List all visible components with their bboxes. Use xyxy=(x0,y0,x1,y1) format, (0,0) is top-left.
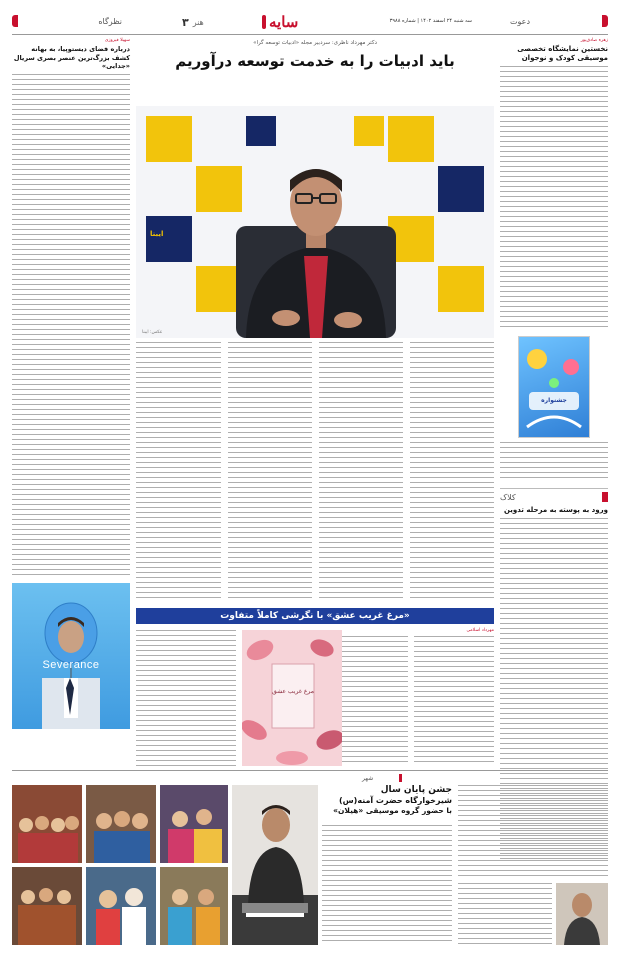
strip-headline-3: با حضور گروه موسیقی «هیلان» xyxy=(333,806,452,815)
main-photo xyxy=(136,106,494,338)
strip-right-text xyxy=(458,785,608,877)
photo-logo: ایبنا xyxy=(150,230,164,238)
right-author: زهره صادق‌پور xyxy=(580,38,608,43)
article-col-3 xyxy=(228,342,312,602)
strip-section-name: شهر xyxy=(362,774,374,782)
musician-art xyxy=(232,785,318,945)
strip-photo-1-art xyxy=(12,785,82,863)
strip-photo-2 xyxy=(86,785,156,863)
strip-right-text-2 xyxy=(458,883,552,945)
brand-name: سایه xyxy=(269,13,299,31)
strip-portrait xyxy=(556,883,608,945)
right-body-text-2 xyxy=(500,442,608,482)
section-label xyxy=(182,15,242,29)
strip-photo-3-art xyxy=(160,785,228,863)
section-dot-icon xyxy=(12,15,18,27)
strip-body-text xyxy=(322,825,452,945)
page-number: ۳ xyxy=(182,15,189,29)
book-cover-photo xyxy=(242,630,342,766)
bottom-author: مهرداد اسلامی xyxy=(466,628,494,633)
poster-label: جشنواره xyxy=(541,397,567,404)
left-author: سهیلا فیروزی xyxy=(104,38,130,43)
kalak-label: کلاک xyxy=(500,492,516,502)
bottom-col-1 xyxy=(414,636,494,766)
book-banner xyxy=(136,608,494,624)
strip-photo-6-art xyxy=(160,867,228,945)
photo-caption: عکس: ایبنا xyxy=(142,330,163,335)
brand-logo xyxy=(262,12,332,32)
book-cover-art xyxy=(242,630,342,766)
kalak-dot-icon xyxy=(602,492,608,502)
kalak-header xyxy=(500,488,608,503)
strip-portrait-art xyxy=(556,883,608,945)
bottom-strip xyxy=(12,770,608,951)
severance-poster xyxy=(12,583,130,729)
strip-section-label xyxy=(362,773,402,783)
book-cover-title: مرغ غریب عشق xyxy=(272,688,314,695)
book-banner-text: «مرغ غریب عشق» با نگرشی کاملاً متفاوت xyxy=(220,611,410,621)
strip-photo-4 xyxy=(12,867,82,945)
left-section-header xyxy=(12,14,122,28)
main-photo-art xyxy=(136,106,494,338)
kalak-headline: ورود به پوسته‌ به مرحله تدوین xyxy=(503,506,608,514)
section-dot-icon-right xyxy=(602,15,608,27)
left-section-title: نظرگاه xyxy=(98,16,122,26)
strip-headline xyxy=(322,785,452,816)
right-section-header xyxy=(510,14,608,28)
bottom-col-3 xyxy=(136,630,236,766)
article-col-1 xyxy=(410,342,494,602)
article-col-4 xyxy=(136,342,221,602)
strip-photo-5-art xyxy=(86,867,156,945)
left-headline: درباره فضای دیستوپیا، به بهانه کشف بزرگ‌ترین عنصر بصری سریال «جدایی» xyxy=(13,45,130,70)
section-name: هنر xyxy=(192,17,204,27)
festival-poster xyxy=(518,336,590,438)
right-body-text xyxy=(500,66,608,330)
right-headline: نخستین نمایشگاه تخصصی موسیقی کودک و نوجوان xyxy=(517,45,608,62)
left-body-text xyxy=(12,74,130,577)
right-column xyxy=(500,38,608,768)
brand-mark-icon xyxy=(262,15,266,29)
masthead xyxy=(12,10,608,35)
strip-photo-4-art xyxy=(12,867,82,945)
strip-headline-2: شیرخوارگاه حضرت آمنه(س) xyxy=(338,796,452,805)
severance-title: Severance xyxy=(42,658,100,671)
strip-photo-5 xyxy=(86,867,156,945)
severance-artwork xyxy=(12,583,130,729)
article-col-2 xyxy=(319,342,403,602)
strip-headline-1: جشن پایان سال xyxy=(380,785,452,795)
poster-artwork xyxy=(519,337,589,437)
strip-dot-icon xyxy=(399,774,402,782)
strip-photo-2-art xyxy=(86,785,156,863)
left-column xyxy=(12,38,130,768)
issue-date: سه شنبه ۲۴ اسفند ۱۴۰۲ | شماره ۳۹۸۸ xyxy=(389,18,472,24)
main-title: باید ادبیات را به خدمت توسعه درآوریم xyxy=(175,52,455,70)
strip-musician-photo xyxy=(232,785,318,945)
main-article xyxy=(136,38,494,768)
strip-photo-3 xyxy=(160,785,228,863)
strip-photo-1 xyxy=(12,785,82,863)
right-section-title: دعوت xyxy=(510,16,530,26)
main-kicker: دکتر مهرداد ناظری: سردبیر مجله «ادبیات توسعه گرا» xyxy=(253,40,377,46)
strip-photo-6 xyxy=(160,867,228,945)
